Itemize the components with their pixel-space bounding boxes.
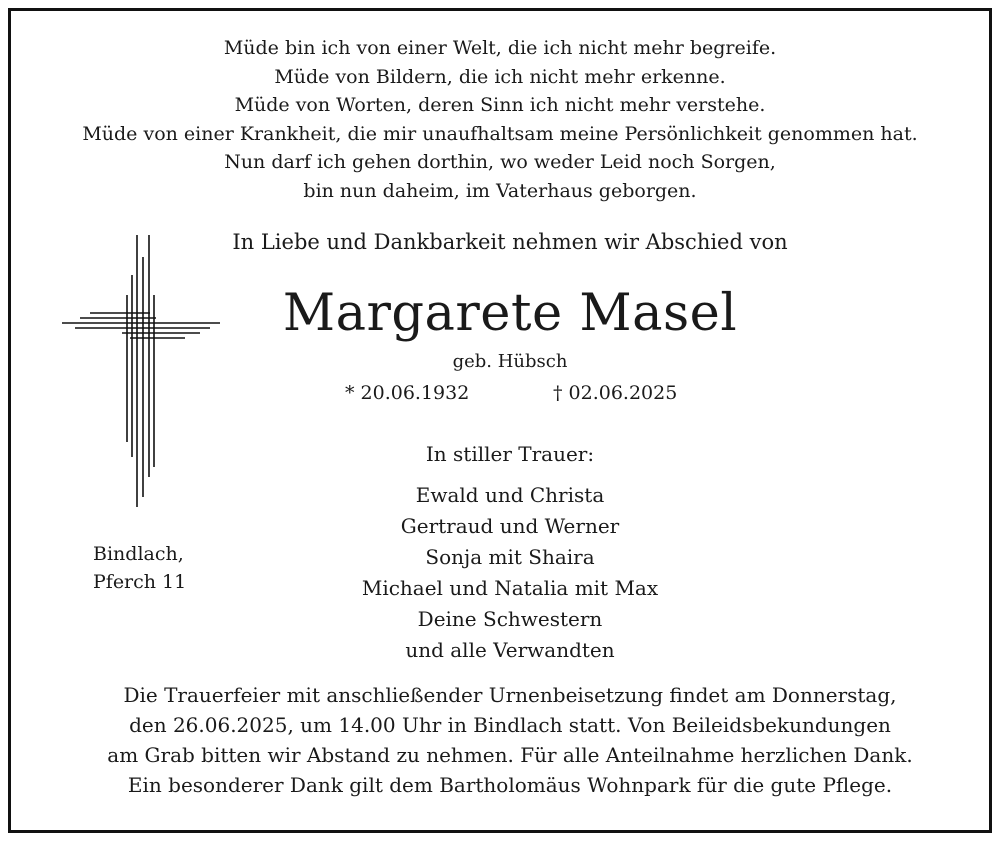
closing-line: den 26.06.2025, um 14.00 Uhr in Bindlach statt. Von Beileidsbekundungen [129,713,891,737]
address-line: Pferch 11 [93,571,187,593]
poem-line: Müde bin ich von einer Welt, die ich nicht mehr begreife. [223,37,777,59]
farewell-intro: In Liebe und Dankbarkeit nehmen wir Abschied von [232,230,788,254]
family-member: Gertraud und Werner [400,514,620,538]
family-member: Sonja mit Shaira [425,545,595,569]
maiden-name: geb. Hübsch [452,351,568,372]
closing-line: Die Trauerfeier mit anschließender Urnenbeisetzung findet am Donnerstag, [123,683,897,707]
poem-line: Müde von Worten, deren Sinn ich nicht mehr verstehe. [234,94,766,116]
poem-line: Müde von einer Krankheit, die mir unaufhaltsam meine Persönlichkeit genommen hat. [82,122,918,145]
closing-line: Ein besonderer Dank gilt dem Bartholomäus Wohnpark für die gute Pflege. [127,773,893,797]
family-list [0,480,1000,666]
family-member: und alle Verwandten [405,638,615,662]
deceased-name: Margarete Masel [282,284,738,343]
closing-text [0,680,1000,800]
poem-line: bin nun daheim, im Vaterhaus geborgen. [303,179,697,202]
closing-line: am Grab bitten wir Abstand zu nehmen. Für alle Anteilnahme herzlichen Dank. [107,743,913,767]
poem-line: Nun darf ich gehen dorthin, wo weder Leid noch Sorgen, [224,151,776,173]
mourning-heading: In stiller Trauer: [425,442,595,466]
address-line: Bindlach, [93,543,184,565]
family-member: Michael und Natalia mit Max [361,576,659,600]
family-member: Deine Schwestern [417,607,603,631]
death-date: † 02.06.2025 [553,382,678,404]
poem-line: Müde von Bildern, die ich nicht mehr erkenne. [274,65,726,88]
poem [0,34,1000,205]
birth-date: * 20.06.1932 [345,382,470,404]
family-member: Ewald und Christa [415,483,605,507]
